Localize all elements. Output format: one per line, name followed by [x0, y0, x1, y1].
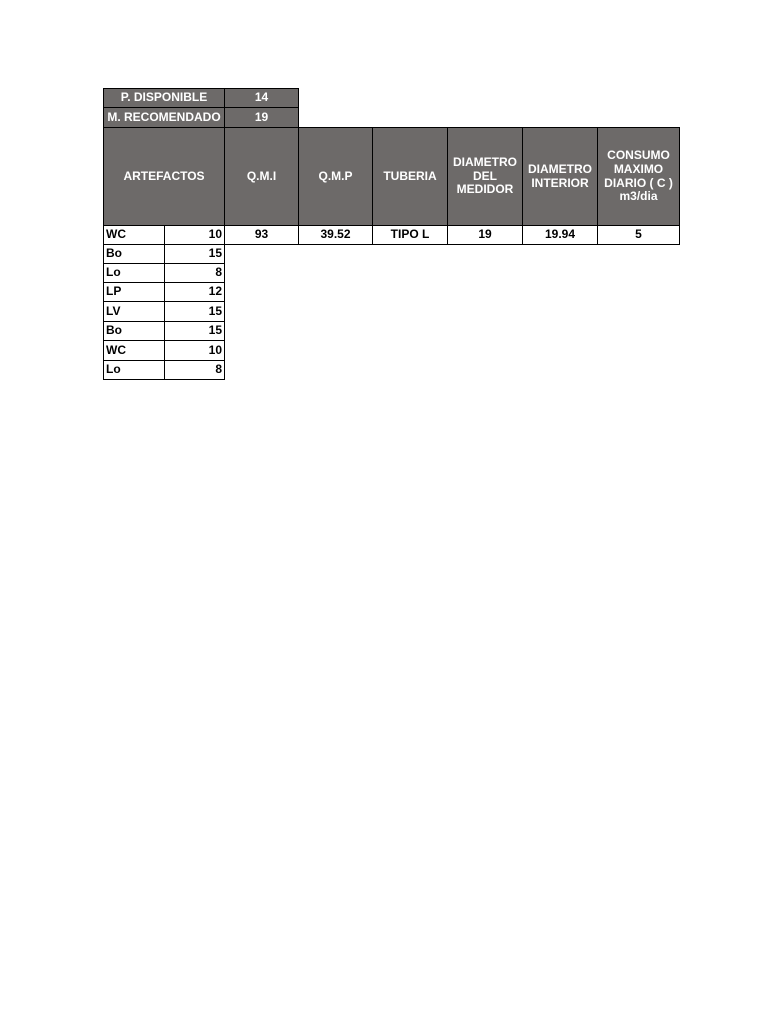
m-recomendado-label: M. RECOMENDADO [103, 107, 225, 128]
artefacto-value: 15 [164, 301, 225, 322]
artefacto-name: Lo [103, 263, 165, 283]
artefacto-value: 15 [164, 321, 225, 341]
artefacto-value: 8 [164, 360, 225, 380]
artefacto-name: LP [103, 282, 165, 302]
m-recomendado-value: 19 [224, 107, 299, 128]
result-consumo: 5 [597, 225, 680, 245]
artefacto-name: Bo [103, 321, 165, 341]
result-qmp: 39.52 [298, 225, 373, 245]
artefacto-name: LV [103, 301, 165, 322]
artefacto-name: WC [103, 225, 165, 245]
result-tuberia: TIPO L [372, 225, 448, 245]
artefacto-name: Lo [103, 360, 165, 380]
artefacto-value: 15 [164, 244, 225, 264]
artefacto-value: 12 [164, 282, 225, 302]
header-qmi: Q.M.I [224, 127, 299, 226]
artefacto-value: 10 [164, 225, 225, 245]
header-tuberia: TUBERIA [372, 127, 448, 226]
header-artefactos: ARTEFACTOS [103, 127, 225, 226]
artefacto-name: Bo [103, 244, 165, 264]
p-disponible-label: P. DISPONIBLE [103, 88, 225, 108]
p-disponible-value: 14 [224, 88, 299, 108]
result-diametro-interior: 19.94 [522, 225, 598, 245]
header-diametro-medidor: DIAMETRO DEL MEDIDOR [447, 127, 523, 226]
header-consumo: CONSUMO MAXIMO DIARIO ( C ) m3/dia [597, 127, 680, 226]
result-diametro-medidor: 19 [447, 225, 523, 245]
artefacto-name: WC [103, 340, 165, 361]
result-qmi: 93 [224, 225, 299, 245]
header-qmp: Q.M.P [298, 127, 373, 226]
artefacto-value: 10 [164, 340, 225, 361]
artefacto-value: 8 [164, 263, 225, 283]
header-diametro-interior: DIAMETRO INTERIOR [522, 127, 598, 226]
